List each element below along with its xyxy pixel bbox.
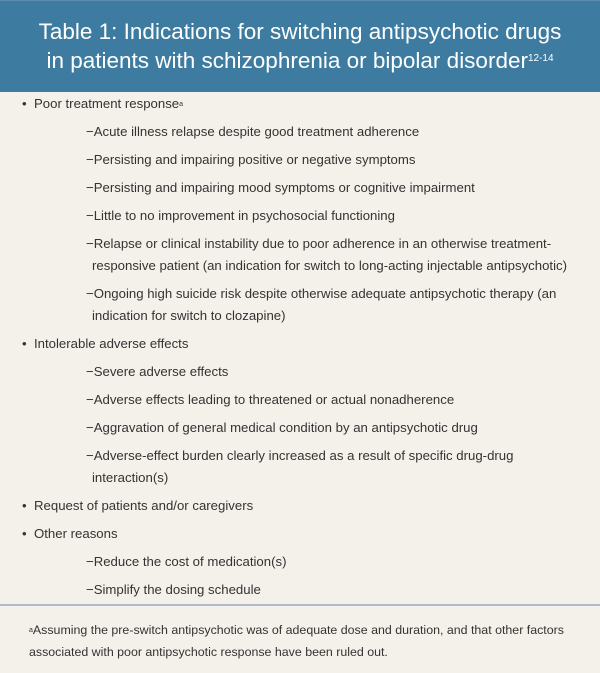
list-subitem: −Ongoing high suicide risk despite otherwise adequate antipsychotic therapy (an indication for switch to clozapine)	[86, 286, 557, 323]
indications-list	[0, 93, 600, 607]
list-subitem: −Little to no improvement in psychosocial functioning	[86, 208, 395, 223]
list-item: • Request of patients and/or caregivers	[0, 495, 600, 517]
list-subitem: −Adverse-effect burden clearly increased as a result of specific drug-drug interaction(s)	[86, 448, 514, 485]
footnote-divider	[0, 604, 600, 606]
footnote-mark: a	[29, 627, 33, 634]
footnote-marker: a	[179, 101, 184, 108]
list-subitem: −Reduce the cost of medication(s)	[86, 554, 287, 569]
list-item: • Other reasons	[0, 523, 600, 545]
list-item	[0, 93, 600, 115]
list-subitem: −Relapse or clinical instability due to poor adherence in an otherwise treatment-responsive patient (an indication for switch to long-acting injectable antipsychotic)	[86, 236, 568, 273]
list-subitem: −Aggravation of general medical condition by an antipsychotic drug	[86, 420, 478, 435]
list-subitem: −Simplify the dosing schedule	[86, 582, 261, 597]
list-subitem: −Adverse effects leading to threatened or actual nonadherence	[86, 392, 455, 407]
item-text: Poor treatment response	[34, 96, 180, 111]
list-subitem: −Acute illness relapse despite good treatment adherence	[86, 124, 420, 139]
title-line-2: in patients with schizophrenia or bipolar disorder	[46, 48, 528, 73]
list-subitem: −Persisting and impairing positive or negative symptoms	[86, 152, 416, 167]
list-subitem: −Persisting and impairing mood symptoms or cognitive impairment	[86, 180, 475, 195]
title-line-1: Table 1: Indications for switching antipsychotic drugs	[38, 19, 562, 44]
list-subitem: −Severe adverse effects	[86, 364, 229, 379]
title-references: 12-14	[527, 53, 554, 64]
footnote-text: Assuming the pre-switch antipsychotic was of adequate dose and duration, and that other factors associated with poor antipsychotic response have been ruled out.	[29, 623, 564, 659]
list-item: • Intolerable adverse effects	[0, 333, 600, 355]
footnote	[29, 619, 589, 663]
title-line-2-wrap	[0, 46, 600, 75]
table-title	[0, 0, 600, 92]
